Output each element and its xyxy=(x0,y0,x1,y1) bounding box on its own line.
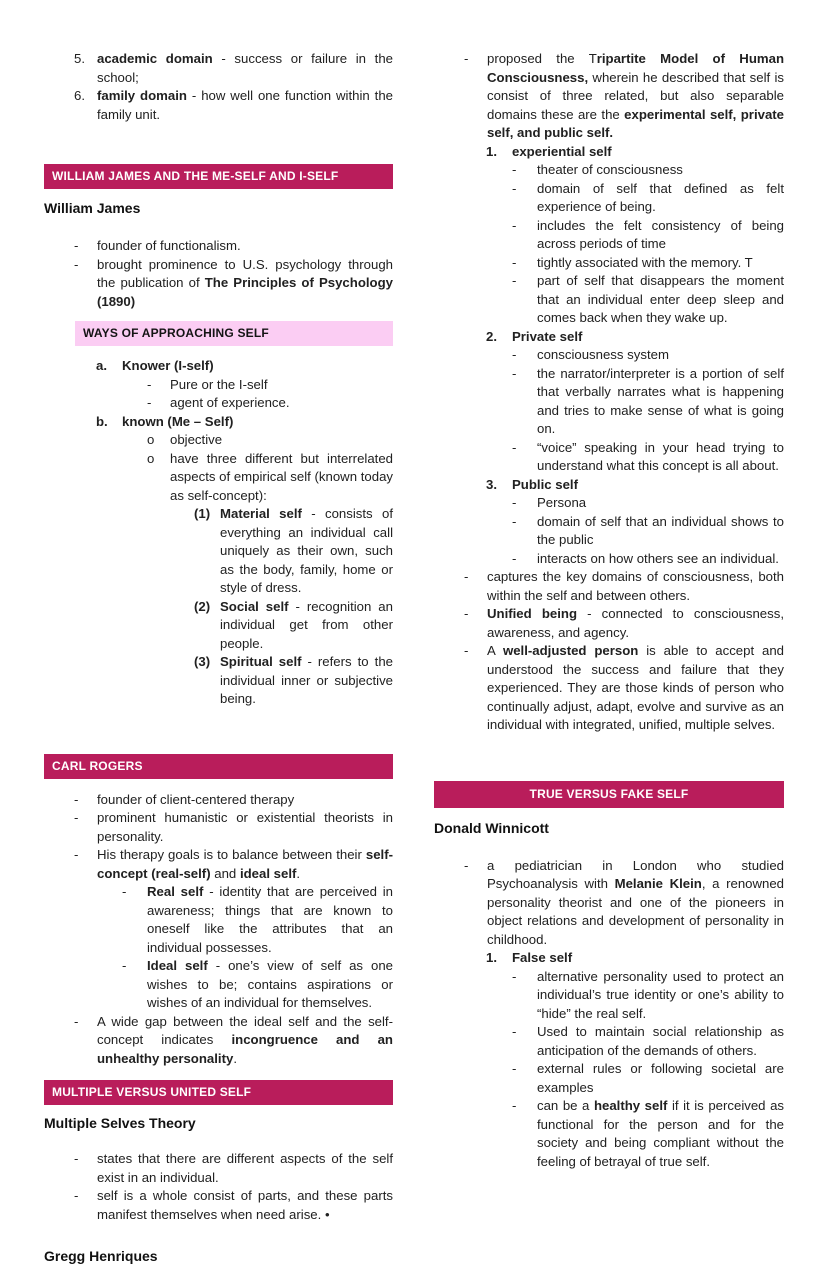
item-text xyxy=(220,506,393,595)
text-run: founder of client-centered therapy xyxy=(97,791,295,807)
list-marker: 1. xyxy=(486,950,497,965)
text-run: agent of experience. xyxy=(170,395,290,410)
item-text xyxy=(97,847,393,881)
text-run: - how well one function within the family unit. xyxy=(97,88,393,122)
item-text xyxy=(537,1061,784,1095)
item-text xyxy=(170,451,393,503)
list-marker: - xyxy=(122,958,127,973)
text-run: self-concept (real-self) xyxy=(97,847,393,881)
item-text xyxy=(512,144,612,159)
text-run: . xyxy=(296,865,301,881)
text-run: Persona xyxy=(537,495,587,510)
list-item xyxy=(434,968,784,1024)
vertical-spacer xyxy=(44,217,393,237)
text-run: self is a whole consist of parts, and these parts manifest themselves when need arise. • xyxy=(97,1188,393,1222)
text-run: a pediatrician in London who studied Psychoanalysis with xyxy=(487,857,784,891)
left-column xyxy=(44,0,393,1265)
list-item xyxy=(434,605,784,642)
item-text xyxy=(97,257,393,309)
list-item xyxy=(44,598,393,654)
item-text xyxy=(487,569,784,603)
item-text xyxy=(97,1188,393,1222)
text-run: have three different but interrelated aspects of empirical self (known today as self-concept): xyxy=(170,450,393,503)
section-header-william-james-and-the-me-self-and-i-self: WILLIAM JAMES AND THE ME-SELF AND I-SELF xyxy=(44,164,393,189)
text-run: part of self that disappears the moment that an individual enter deep sleep and comes back when they wake up. xyxy=(537,273,784,325)
text-run: family domain xyxy=(97,88,187,103)
list-item xyxy=(434,439,784,476)
section-header-true-versus-fake-self: TRUE VERSUS FAKE SELF xyxy=(434,781,784,808)
text-run: - refers to the individual inner or subjective being. xyxy=(220,654,393,706)
vertical-spacer xyxy=(434,735,784,781)
list-item xyxy=(44,394,393,413)
text-run: includes the felt consistency of being across periods of time xyxy=(537,217,784,251)
list-item xyxy=(434,272,784,328)
list-marker: - xyxy=(74,1151,79,1166)
list-marker: - xyxy=(464,569,469,584)
text-run: tightly associated with the memory. T xyxy=(537,254,753,270)
text-run: . xyxy=(233,1050,237,1066)
text-run: states that there are different aspects of the self exist in an individual. xyxy=(97,1151,393,1185)
text-run: is able to accept and understood the success and failure that they experienced. They are those kinds of person who continually adjust, adapt, evolve and survive as an individual with integrated, unified, multiple selves. xyxy=(487,643,784,732)
text-run: if it is perceived as functional for the person and for the society and being compliant without the feeling of betrayal of true self. xyxy=(537,1098,784,1169)
right-column xyxy=(434,0,784,1171)
item-text xyxy=(147,958,393,1010)
list-marker: (3) xyxy=(194,654,211,669)
list-marker: - xyxy=(512,365,517,381)
list-marker: - xyxy=(464,857,469,873)
list-item xyxy=(434,1097,784,1171)
text-run: founder of functionalism. xyxy=(97,238,241,253)
section-header-carl-rogers: CARL ROGERS xyxy=(44,754,393,779)
text-run: well-adjusted person xyxy=(502,643,639,658)
list-marker: - xyxy=(512,550,517,566)
text-run: Melanie Klein xyxy=(614,876,702,891)
list-marker: o xyxy=(147,432,155,447)
list-marker: 3. xyxy=(486,476,497,492)
list-marker: 1. xyxy=(486,143,497,159)
vertical-spacer xyxy=(434,808,784,820)
item-text xyxy=(122,358,214,373)
text-run: Used to maintain social relationship as anticipation of the demands of others. xyxy=(537,1024,784,1058)
text-run: “voice” speaking in your head trying to understand what this concept is all about. xyxy=(537,439,784,473)
list-item xyxy=(434,949,784,968)
list-item xyxy=(434,513,784,550)
list-marker: 2. xyxy=(486,328,497,344)
item-text xyxy=(487,643,784,732)
text-run: wherein he described that self is consist of three related, but also separable domains these are the xyxy=(487,69,784,122)
item-text xyxy=(170,395,290,410)
list-marker: - xyxy=(464,51,469,66)
item-text xyxy=(220,654,393,706)
list-item xyxy=(434,365,784,439)
list-item xyxy=(44,87,393,124)
list-marker: 6. xyxy=(74,88,85,103)
text-run: ideal self xyxy=(239,865,297,881)
list-item xyxy=(434,346,784,365)
list-item xyxy=(434,161,784,180)
text-run: external rules or following societal are examples xyxy=(537,1061,784,1095)
text-run: domain of self that an individual shows to the public xyxy=(537,513,784,547)
subheading-gregg-henriques: Gregg Henriques xyxy=(44,1248,158,1264)
text-run: A wide gap between the ideal self and the self-concept indicates xyxy=(97,1013,393,1047)
item-text xyxy=(537,551,779,566)
text-run: The Principles of Psychology (1890) xyxy=(97,275,393,309)
list-marker: - xyxy=(512,513,517,529)
section-header-multiple-versus-united-self: MULTIPLE VERSUS UNITED SELF xyxy=(44,1080,393,1105)
text-run: domain of self that defined as felt experience of being. xyxy=(537,180,784,214)
list-marker: - xyxy=(74,810,79,825)
subheading-multiple-selves-theory: Multiple Selves Theory xyxy=(44,1115,196,1131)
item-text xyxy=(487,606,784,640)
list-item xyxy=(434,550,784,569)
list-item xyxy=(44,376,393,395)
text-run: - connected to consciousness, awareness, and agency. xyxy=(487,606,784,640)
vertical-spacer xyxy=(434,837,784,857)
text-run: experiential self xyxy=(512,143,612,159)
item-text xyxy=(537,969,784,1021)
vertical-spacer xyxy=(44,1224,393,1248)
item-text xyxy=(512,950,572,965)
list-item xyxy=(44,846,393,883)
list-marker: - xyxy=(512,1024,517,1039)
item-text xyxy=(147,884,393,955)
text-run: experimental self, private self, and public self. xyxy=(487,106,784,140)
list-item xyxy=(434,1060,784,1097)
list-item xyxy=(44,50,393,87)
list-marker: - xyxy=(512,439,517,455)
vertical-spacer xyxy=(44,346,393,357)
list-marker: - xyxy=(512,180,517,196)
list-marker: - xyxy=(74,791,79,807)
list-item xyxy=(44,357,393,376)
list-item xyxy=(44,431,393,450)
text-run: Pure or the I-self xyxy=(170,376,268,392)
list-item xyxy=(44,1013,393,1069)
item-text xyxy=(512,477,578,492)
item-text xyxy=(97,51,393,85)
list-marker: (1) xyxy=(194,506,211,521)
list-marker: - xyxy=(512,254,517,270)
vertical-spacer xyxy=(44,1068,393,1080)
list-item xyxy=(434,494,784,513)
item-text xyxy=(537,347,669,362)
list-item xyxy=(44,957,393,1013)
list-item xyxy=(44,1187,393,1224)
text-run: Knower (I-self) xyxy=(122,358,214,373)
list-marker: (2) xyxy=(194,598,211,614)
item-text xyxy=(220,599,393,651)
list-marker: - xyxy=(512,217,517,233)
item-text xyxy=(97,792,294,807)
text-run: academic domain xyxy=(97,51,213,66)
text-run: - consists of everything an individual call uniquely as their own, such as the body, family, home or style of dress. xyxy=(220,506,393,595)
list-item xyxy=(434,143,784,162)
list-item xyxy=(44,256,393,312)
list-marker: - xyxy=(512,347,517,362)
text-run: A xyxy=(487,643,503,658)
list-item xyxy=(44,883,393,957)
text-run: His therapy goals is to balance between their xyxy=(97,847,366,862)
list-item xyxy=(44,791,393,810)
vertical-spacer xyxy=(44,1132,393,1150)
text-run: - one’s view of self as one wishes to be; contains aspirations or wishes of an individual for themselves. xyxy=(147,958,393,1010)
list-item xyxy=(434,568,784,605)
item-text xyxy=(512,329,582,344)
list-item xyxy=(44,413,393,432)
vertical-spacer xyxy=(44,189,393,200)
text-run: - success or failure in the school; xyxy=(97,51,393,85)
list-item xyxy=(434,217,784,254)
item-text xyxy=(487,51,784,140)
item-text xyxy=(487,858,784,947)
list-item xyxy=(44,809,393,846)
list-marker: - xyxy=(512,495,517,510)
list-marker: - xyxy=(464,606,469,621)
item-text xyxy=(170,377,267,392)
subheading-donald-winnicott: Donald Winnicott xyxy=(434,819,549,836)
list-marker: - xyxy=(464,643,469,658)
text-run: incongruence and an unhealthy personality xyxy=(97,1032,393,1066)
list-item xyxy=(434,857,784,950)
text-run: theater of consciousness xyxy=(537,162,683,177)
list-item xyxy=(434,50,784,143)
item-text xyxy=(537,366,784,437)
subheading-william-james: William James xyxy=(44,200,141,216)
list-marker: - xyxy=(74,1188,79,1203)
item-text xyxy=(537,255,753,270)
text-run: Unified being xyxy=(487,606,577,621)
text-run: - recognition an individual get from other people. xyxy=(220,598,393,651)
vertical-spacer xyxy=(44,124,393,164)
text-run: brought prominence to U.S. psychology through the publication of xyxy=(97,256,393,290)
vertical-spacer xyxy=(44,709,393,754)
list-marker: 5. xyxy=(74,51,85,66)
item-text xyxy=(537,1098,784,1169)
text-run: alternative personality used to protect an individual’s true identity or one’s ability to “hide” the real self. xyxy=(537,968,784,1021)
text-run: interacts on how others see an individual. xyxy=(537,550,779,566)
vertical-spacer xyxy=(44,1105,393,1115)
text-run: known (Me – Self) xyxy=(122,413,234,429)
item-text xyxy=(122,414,233,429)
list-item xyxy=(434,476,784,495)
text-run: Private self xyxy=(512,328,583,344)
item-text xyxy=(537,181,784,215)
text-run: Material self xyxy=(220,506,302,521)
item-text xyxy=(97,238,241,253)
item-text xyxy=(537,1024,784,1058)
item-text xyxy=(97,810,393,844)
item-text xyxy=(97,88,393,122)
list-marker: - xyxy=(512,273,517,288)
list-marker: - xyxy=(122,884,127,899)
item-text xyxy=(170,432,222,447)
list-marker: - xyxy=(147,395,152,410)
text-run: healthy self xyxy=(593,1098,668,1113)
item-text xyxy=(537,162,683,177)
list-item xyxy=(44,505,393,598)
list-item xyxy=(434,328,784,347)
text-run: consciousness system xyxy=(537,347,669,362)
list-marker: - xyxy=(74,1013,79,1029)
list-item xyxy=(44,450,393,506)
vertical-spacer xyxy=(44,779,393,791)
text-run: False self xyxy=(512,950,573,965)
list-marker: - xyxy=(74,847,79,862)
list-item xyxy=(434,642,784,735)
text-run: objective xyxy=(170,432,223,447)
list-marker: - xyxy=(74,238,79,253)
item-text xyxy=(537,440,784,474)
item-text xyxy=(537,514,784,548)
item-text xyxy=(97,1151,393,1185)
text-run: the narrator/interpreter is a portion of self that verbally narrates what is happening and tries to make sense of what is going on. xyxy=(537,365,784,436)
list-marker: b. xyxy=(96,413,108,429)
list-item xyxy=(44,1150,393,1187)
text-run: Spiritual self xyxy=(220,654,302,669)
list-marker: - xyxy=(512,1098,517,1113)
item-text xyxy=(97,1014,393,1066)
text-run: and xyxy=(210,865,240,881)
list-marker: - xyxy=(147,376,152,392)
list-marker: - xyxy=(512,162,517,177)
item-text xyxy=(537,273,784,325)
section-header-ways-of-approaching-self: WAYS OF APPROACHING SELF xyxy=(75,321,393,346)
item-text xyxy=(537,218,784,252)
text-run: can be a xyxy=(537,1098,594,1113)
list-item xyxy=(434,254,784,273)
list-item xyxy=(44,653,393,709)
text-run: proposed the T xyxy=(487,51,597,66)
text-run: Ideal self xyxy=(147,958,208,973)
list-item xyxy=(434,1023,784,1060)
list-item xyxy=(434,180,784,217)
text-run: captures the key domains of consciousness, both within the self and between others. xyxy=(487,569,784,603)
text-run: Social self xyxy=(220,598,289,614)
list-marker: o xyxy=(147,450,155,466)
item-text xyxy=(537,495,586,510)
text-run: , a renowned personality theorist and one of the pioneers in object relations and development of personality in childhood. xyxy=(487,876,785,947)
text-run: - identity that are perceived in awareness; things that are known to oneself like the attributes that an individual possesses. xyxy=(147,884,393,955)
vertical-spacer xyxy=(44,311,393,321)
list-item xyxy=(44,237,393,256)
text-run: Public self xyxy=(512,476,578,492)
list-marker: - xyxy=(74,256,79,272)
list-marker: a. xyxy=(96,358,107,373)
text-run: Real self xyxy=(147,884,204,899)
list-marker: - xyxy=(512,1061,517,1076)
text-run: ripartite Model of Human Consciousness, xyxy=(487,51,784,85)
text-run: prominent humanistic or existential theorists in personality. xyxy=(97,810,393,844)
list-marker: - xyxy=(512,968,517,984)
